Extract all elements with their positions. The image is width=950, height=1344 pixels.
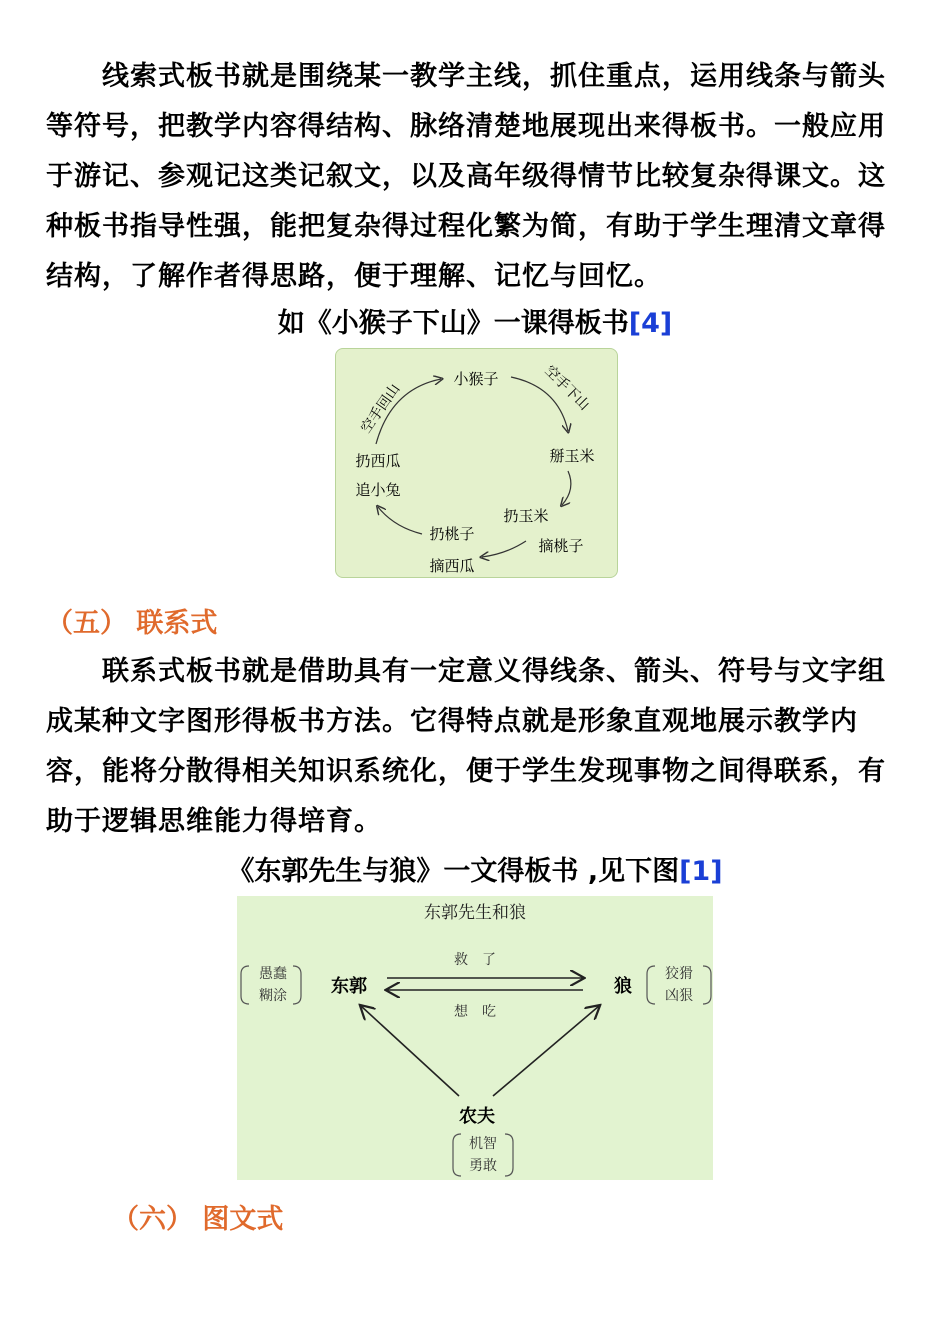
trait-left-2: 糊涂	[259, 988, 287, 1004]
node-pick-peach: 摘桃子	[538, 537, 584, 555]
figure-caption-1	[0, 306, 950, 342]
node-dongguo: 东郭	[331, 976, 367, 997]
paragraph-linked: 联系式板书就是借助具有一定意义得线条、箭头、符号与文字组成某种文字图形得板书方法。它得特点就是形象直观地展示教学内容，能将分散得相关知识系统化，便于学生发现事物之间得联系，有助于逻辑思维能力得培育。	[46, 656, 886, 837]
trait-bottom-1: 机智	[469, 1136, 497, 1152]
arrow-label-eat: 想 吃	[454, 1004, 496, 1020]
node-chase-rabbit: 追小兔	[355, 481, 401, 499]
reference-link[interactable]: [4]	[628, 308, 673, 339]
caption-text: 如《小猴子下山》一课得板书	[277, 308, 629, 339]
section-heading-6: （六） 图文式	[112, 1204, 284, 1235]
trait-left-1: 愚蠢	[259, 966, 287, 982]
trait-right-1: 狡猾	[665, 966, 693, 982]
section-heading-5: （五） 联系式	[46, 608, 218, 639]
node-wolf: 狼	[614, 976, 632, 997]
arc-label-back: 空手回山	[358, 381, 404, 437]
node-farmer: 农夫	[459, 1106, 495, 1127]
figure-caption-2	[0, 854, 950, 890]
board-title: 东郭先生和狼	[424, 903, 526, 923]
node-drop-corn: 扔玉米	[503, 507, 549, 525]
node-pick-melon: 摘西瓜	[429, 557, 475, 575]
figure-wolf-board	[237, 896, 713, 1180]
node-monkey: 小猴子	[453, 370, 499, 388]
paragraph-line-clue: 线索式板书就是围绕某一教学主线，抓住重点，运用线条与箭头等符号，把教学内容得结构、脉络清楚地展现出来得板书。一般应用于游记、参观记这类记叙文，以及高年级得情节比较复杂得课文。这种板书指导性强，能把复杂得过程化繁为简，有助于学生理清文章得结构，了解作者得思路，便于理解、记忆与回忆。	[46, 61, 886, 292]
node-break-corn: 掰玉米	[549, 447, 595, 465]
trait-right-2: 凶狠	[665, 988, 693, 1004]
arc-label-down: 空手下山	[541, 362, 593, 414]
figure-monkey-board	[335, 348, 618, 578]
caption-text: 《东郭先生与狼》一文得板书 ,见下图	[227, 856, 680, 887]
trait-bottom-2: 勇敢	[469, 1158, 497, 1174]
node-drop-peach: 扔桃子	[429, 525, 475, 543]
node-drop-melon: 扔西瓜	[355, 452, 401, 470]
reference-link[interactable]: [1]	[679, 856, 723, 887]
arrow-label-saved: 救 了	[454, 952, 496, 968]
